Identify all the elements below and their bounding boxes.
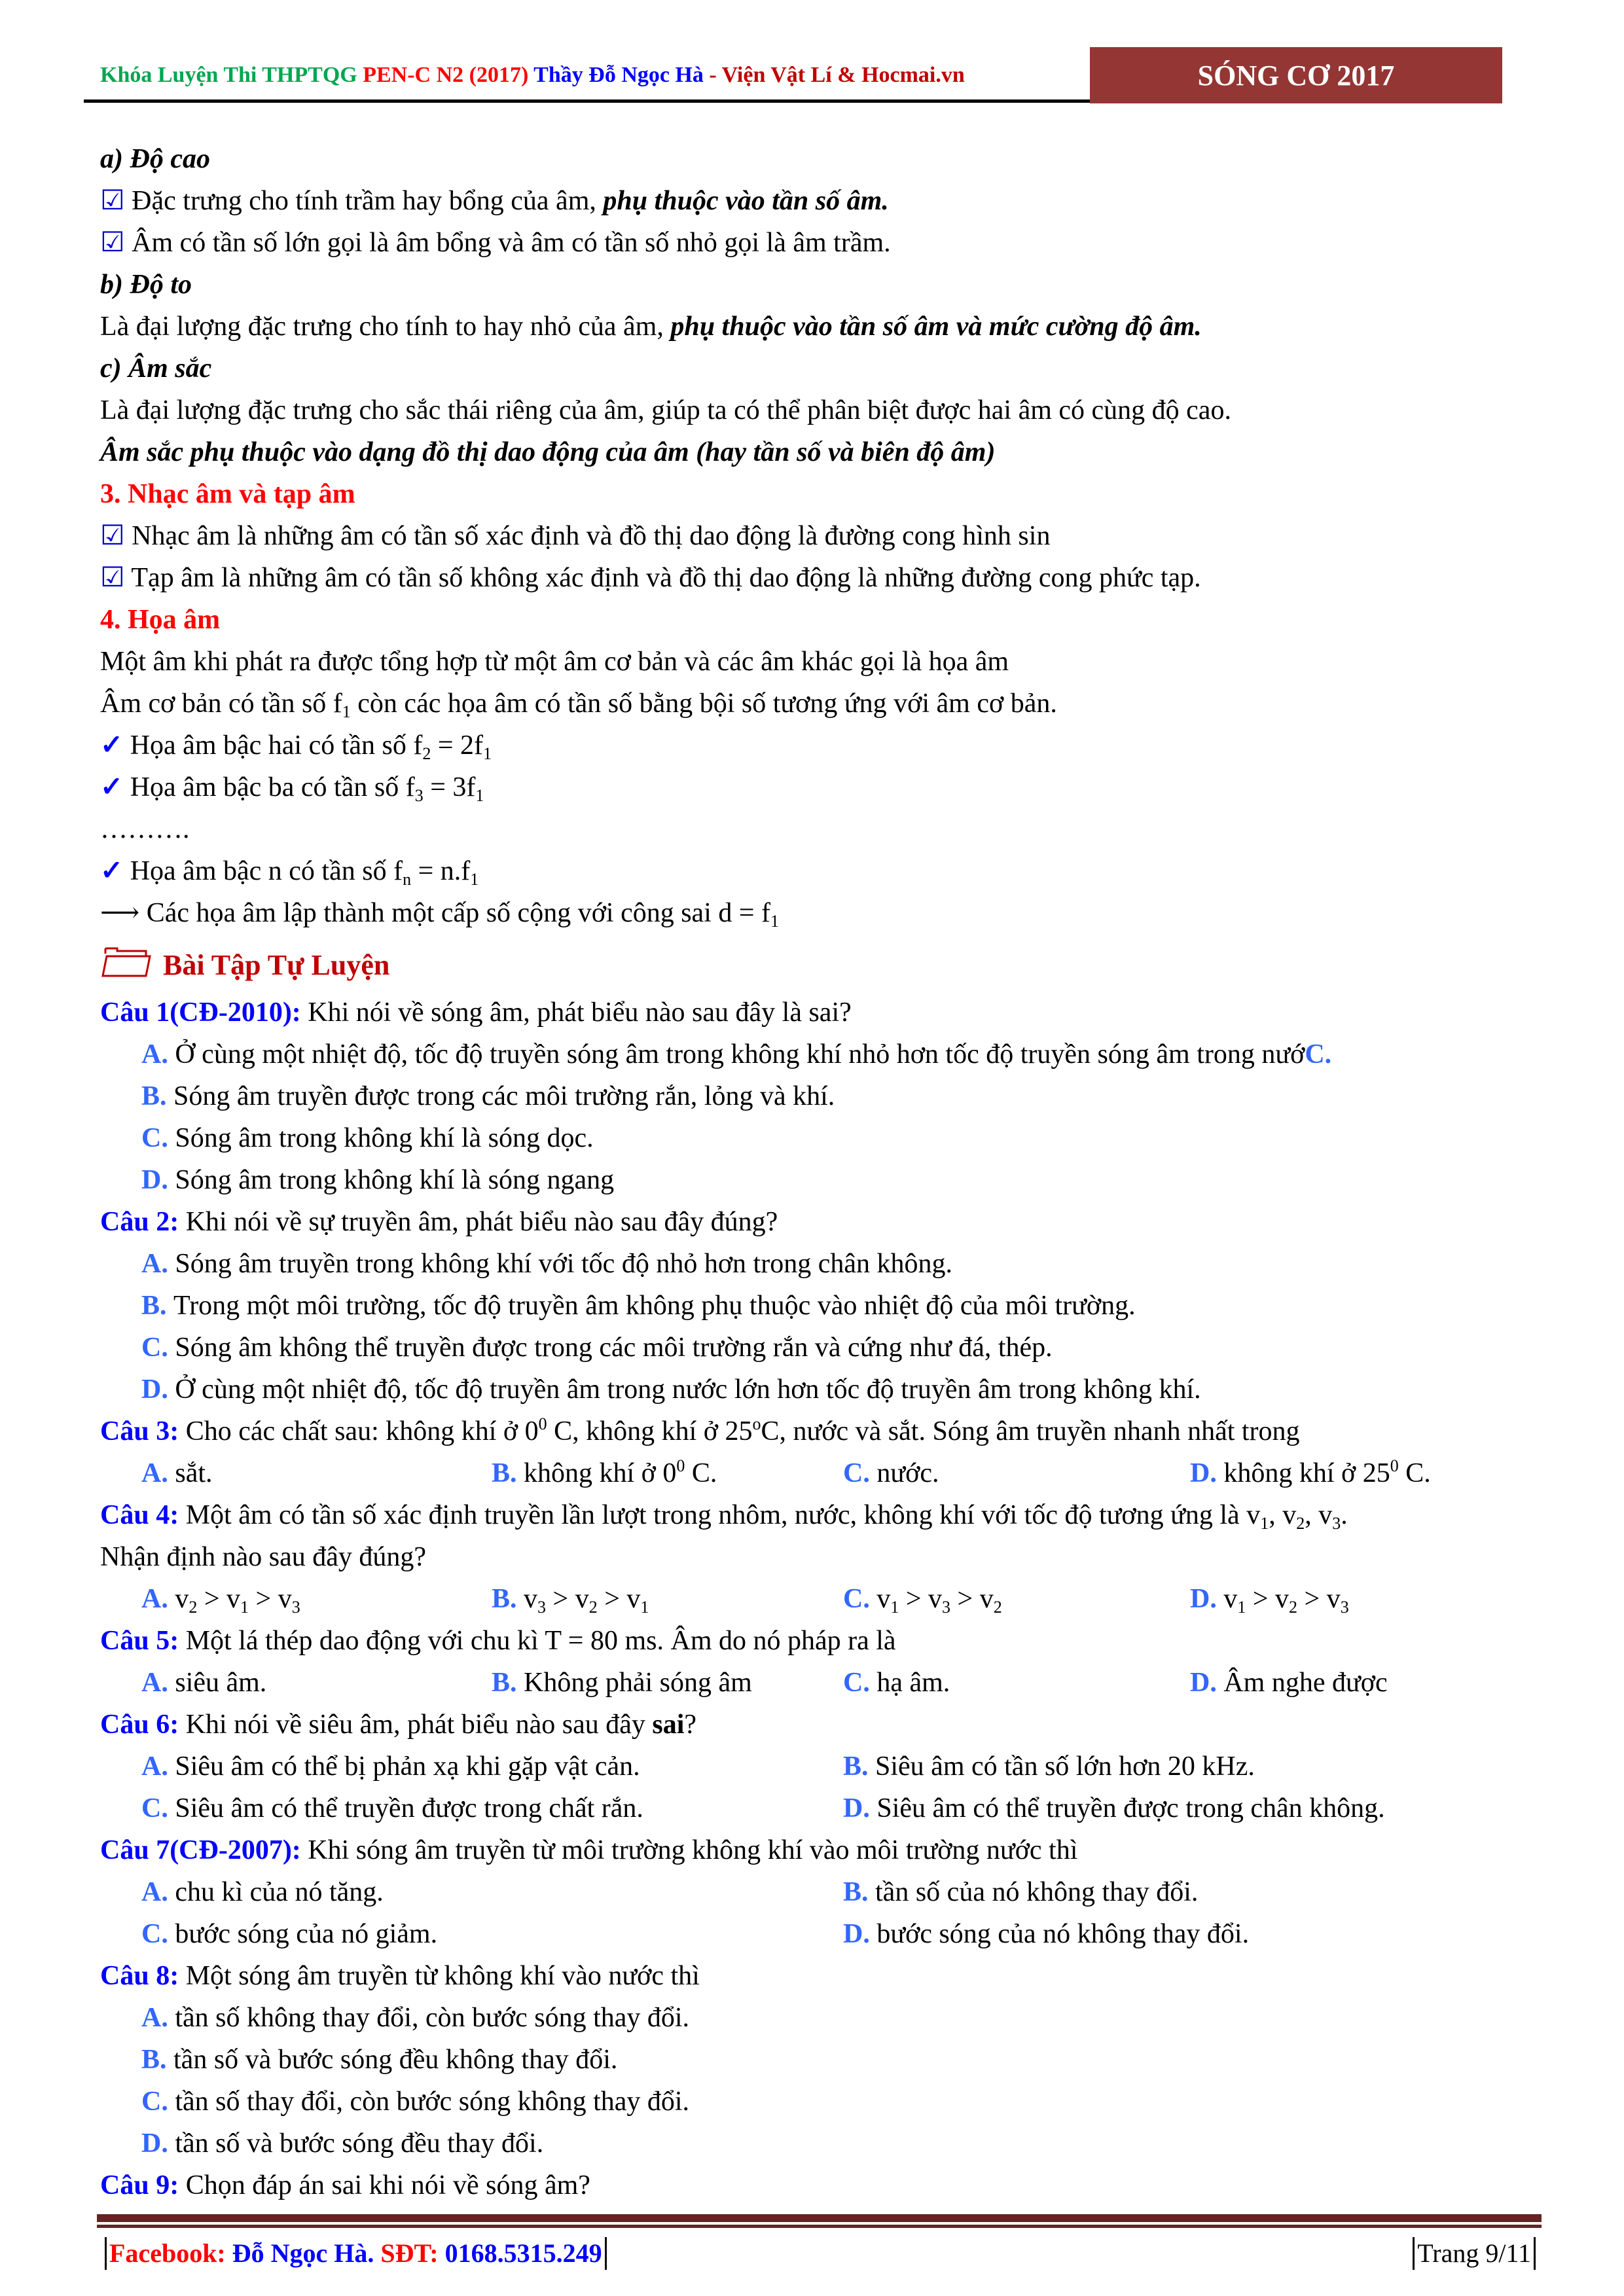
facebook-label: Facebook:: [109, 2238, 232, 2268]
text: .: [1341, 1500, 1348, 1530]
option-letter: C.: [843, 1668, 877, 1698]
subscript: 3: [942, 1598, 951, 1617]
text: tần số và bước sóng đều không thay đổi.: [173, 2045, 618, 2075]
text: Sóng âm trong không khí là sóng ngang: [175, 1165, 615, 1195]
option-letter: A.: [141, 1877, 175, 1907]
subscript: 2: [1289, 1598, 1298, 1617]
text-line: [0, 180, 1624, 222]
option-letter: A.: [141, 1584, 175, 1614]
emphasis-text: phụ thuộc vào tần số âm và mức cường độ âm.: [670, 312, 1202, 342]
text: tần số của nó không thay đổi.: [875, 1877, 1199, 1907]
text: ?: [684, 1710, 697, 1740]
text: Là đại lượng đặc trưng cho tính to hay nhỏ của âm,: [100, 312, 671, 342]
answer-option: [141, 1746, 640, 1787]
text-line: [0, 1829, 1624, 1871]
superscript: o: [752, 1414, 761, 1433]
emphasis-text: b) Độ to: [100, 270, 192, 300]
text: Âm nghe được: [1223, 1668, 1388, 1698]
text: v: [1223, 1584, 1238, 1614]
text-line: [0, 808, 1624, 850]
answer-options-row: [0, 1746, 1624, 1787]
text: = n.f: [411, 856, 471, 886]
text: Nhạc âm là những âm có tần số xác định và đồ thị dao động là đường cong hình sin: [132, 521, 1051, 551]
text-line: [0, 725, 1624, 766]
answer-options-row: [0, 1578, 1624, 1620]
text: Sóng âm truyền trong không khí với tốc độ nhỏ hơn trong chân không.: [175, 1249, 952, 1279]
answer-option: [843, 1871, 1198, 1913]
text: Sóng âm trong không khí là sóng dọc.: [175, 1123, 594, 1153]
footer-divider: [97, 2214, 1542, 2222]
answer-option: [0, 1285, 1624, 1327]
text-line: [0, 1410, 1624, 1452]
text-line: [0, 306, 1624, 348]
text: > v: [1297, 1584, 1341, 1614]
answer-option: [0, 2081, 1624, 2123]
header-title: [100, 63, 965, 88]
question-label: Câu 7(CĐ-2007):: [100, 1835, 308, 1865]
answer-option: [843, 1578, 1002, 1620]
text-line: [0, 892, 1624, 934]
institution: - Viện Vật Lí & Hocmai.vn: [709, 63, 965, 87]
question-label: Câu 9:: [100, 2170, 186, 2200]
emphasis-text: Âm sắc phụ thuộc vào dạng đồ thị dao động của âm (hay tần số và biên độ âm): [100, 437, 996, 467]
answer-option: [492, 1578, 649, 1620]
subscript: 2: [1296, 1514, 1305, 1533]
answer-option: [492, 1452, 717, 1494]
text-line: [0, 1494, 1624, 1536]
option-letter: D.: [141, 2128, 175, 2159]
text: > v: [197, 1584, 241, 1614]
option-letter: C.: [141, 1333, 175, 1363]
folder-icon: [100, 939, 151, 971]
subscript: 1: [1260, 1514, 1269, 1533]
text: hạ âm.: [876, 1668, 950, 1698]
text: v: [876, 1584, 891, 1614]
page-number: Trang 9/11: [1413, 2237, 1536, 2270]
option-letter: D.: [141, 1374, 175, 1405]
option-letter: C.: [141, 2087, 175, 2117]
option-letter: B.: [141, 1081, 174, 1111]
question-label: Câu 1(CĐ-2010):: [100, 997, 308, 1028]
answer-option: [0, 1159, 1624, 1201]
text: > v: [899, 1584, 943, 1614]
subscript: 1: [470, 870, 479, 889]
superscript: 0: [538, 1414, 547, 1433]
text: Họa âm bậc ba có tần số f: [130, 772, 415, 802]
text: bước sóng của nó giảm.: [175, 1919, 438, 1949]
checkmark-icon: ✓: [100, 772, 130, 802]
text: Tạp âm là những âm có tần số không xác định và đồ thị dao động là những đường cong phức tạp.: [131, 563, 1201, 593]
answer-options-row: [0, 1787, 1624, 1829]
option-letter: D.: [843, 1793, 877, 1823]
chapter-badge: SÓNG CƠ 2017: [1090, 47, 1502, 103]
subscript: 2: [189, 1598, 198, 1617]
text: tần số không thay đổi, còn bước sóng thay đổi.: [175, 2003, 690, 2033]
subscript: 1: [342, 702, 351, 721]
text: Chọn đáp án sai khi nói về sóng âm?: [185, 2170, 590, 2200]
answer-option: [843, 1452, 939, 1494]
text: Siêu âm có tần số lớn hơn 20 kHz.: [875, 1751, 1255, 1782]
text: > v: [1246, 1584, 1290, 1614]
option-letter: C.: [141, 1919, 175, 1949]
subscript: 1: [483, 744, 492, 763]
subscript: 1: [890, 1598, 899, 1617]
text-line: [0, 641, 1624, 683]
option-letter: D.: [1190, 1584, 1224, 1614]
text: không khí ở 25: [1223, 1458, 1390, 1488]
text-line: [0, 557, 1624, 599]
answer-option: [843, 1746, 1255, 1787]
emphasis-text: a) Độ cao: [100, 144, 210, 174]
text: tần số thay đổi, còn bước sóng không thay đổi.: [175, 2087, 690, 2117]
text: Cho các chất sau: không khí ở 0: [185, 1416, 539, 1446]
answer-option: [0, 1117, 1624, 1159]
emphasis-text: c) Âm sắc: [100, 353, 212, 384]
answer-options-row: [0, 1662, 1624, 1704]
text: Là đại lượng đặc trưng cho sắc thái riêng của âm, giúp ta có thể phân biệt được hai âm có cùng độ cao.: [100, 395, 1231, 425]
section-heading: 3. Nhạc âm và tạp âm: [100, 479, 355, 509]
text: , v: [1305, 1500, 1333, 1530]
answer-option: [141, 1913, 437, 1955]
document-body: [0, 138, 1624, 2206]
emphasis-text: phụ thuộc vào tần số âm.: [603, 186, 889, 216]
text: Một lá thép dao động với chu kì T = 80 ms. Âm do nó pháp ra là: [185, 1626, 896, 1656]
text: Khi nói về sóng âm, phát biểu nào sau đây là sai?: [308, 997, 852, 1028]
option-letter: A.: [141, 1751, 175, 1782]
text-line: [0, 348, 1624, 389]
text: chu kì của nó tăng.: [175, 1877, 384, 1907]
text: Âm có tần số lớn gọi là âm bổng và âm có tần số nhỏ gọi là âm trầm.: [132, 228, 891, 258]
option-letter: D.: [141, 1165, 175, 1195]
text: > v: [546, 1584, 589, 1614]
text-line: [0, 766, 1624, 808]
text: Họa âm bậc n có tần số f: [130, 856, 403, 886]
answer-option: [0, 1327, 1624, 1369]
text: Ở cùng một nhiệt độ, tốc độ truyền sóng âm trong không khí nhỏ hơn tốc độ truyền sóng âm trong nướ: [175, 1039, 1305, 1069]
footer-divider-thin: [97, 2225, 1542, 2228]
text: v: [524, 1584, 538, 1614]
answer-option: [141, 1787, 643, 1829]
text: Khi nói về siêu âm, phát biểu nào sau đây: [185, 1710, 653, 1740]
option-letter: D.: [1190, 1668, 1224, 1698]
text-line: [0, 431, 1624, 473]
text: Siêu âm có thể truyền được trong chất rắn.: [175, 1793, 643, 1823]
text: Sóng âm không thể truyền được trong các môi trường rắn và cứng như đá, thép.: [175, 1333, 1053, 1363]
text: Không phải sóng âm: [524, 1668, 752, 1698]
option-letter: A.: [141, 1458, 175, 1488]
text-line: [0, 264, 1624, 306]
text: Một âm khi phát ra được tổng hợp từ một âm cơ bản và các âm khác gọi là họa âm: [100, 647, 1009, 677]
text: C.: [1398, 1458, 1431, 1488]
text: bước sóng của nó không thay đổi.: [876, 1919, 1250, 1949]
header-divider: [84, 99, 1090, 103]
text: Trong một môi trường, tốc độ truyền âm không phụ thuộc vào nhiệt độ của môi trường.: [173, 1291, 1136, 1321]
text-line: [0, 473, 1624, 515]
subscript: 2: [588, 1598, 598, 1617]
text: Khi nói về sự truyền âm, phát biểu nào sau đây đúng?: [185, 1207, 778, 1237]
text-line: [0, 222, 1624, 264]
text-line: [0, 389, 1624, 431]
option-letter: B.: [141, 1291, 174, 1321]
text-line: [0, 2164, 1624, 2206]
answer-option: [843, 1787, 1385, 1829]
option-letter: B.: [492, 1668, 524, 1698]
course-code: PEN-C N2 (2017): [363, 63, 529, 87]
option-letter: C.: [1305, 1039, 1332, 1069]
course-name: Khóa Luyện Thi THPTQG: [100, 63, 363, 87]
question-label: Câu 6:: [100, 1710, 186, 1740]
question-label: Câu 5:: [100, 1626, 186, 1656]
subscript: n: [403, 870, 412, 889]
text-line: [0, 1704, 1624, 1746]
answer-option: [492, 1662, 752, 1704]
subscript: 3: [414, 786, 424, 805]
exercise-section-title: [0, 934, 1624, 992]
option-letter: D.: [843, 1919, 877, 1949]
text: > v: [249, 1584, 292, 1614]
checkbox-icon: ☑: [100, 228, 132, 258]
phone-label: SĐT:: [380, 2238, 445, 2268]
option-letter: A.: [141, 1039, 175, 1069]
subscript: 2: [993, 1598, 1002, 1617]
checkbox-icon: ☑: [100, 563, 132, 593]
answer-options-row: [0, 1913, 1624, 1955]
superscript: 0: [1390, 1456, 1399, 1475]
text: không khí ở 0: [524, 1458, 677, 1488]
superscript: 0: [676, 1456, 685, 1475]
subscript: 1: [1237, 1598, 1246, 1617]
subscript: 2: [422, 744, 431, 763]
checkmark-icon: ✓: [100, 730, 130, 761]
text: v: [175, 1584, 189, 1614]
checkbox-icon: ☑: [100, 186, 132, 216]
subscript: 3: [1340, 1598, 1349, 1617]
option-letter: C.: [843, 1584, 877, 1614]
text: = 2f: [431, 730, 484, 761]
subscript: 1: [640, 1598, 649, 1617]
subscript: 3: [1332, 1514, 1341, 1533]
answer-option: [1190, 1578, 1349, 1620]
text: C, không khí ở 25: [547, 1416, 753, 1446]
exercise-heading: Bài Tập Tự Luyện: [163, 949, 390, 981]
text: , v: [1269, 1500, 1297, 1530]
text-line: [0, 515, 1624, 557]
text: nước.: [876, 1458, 939, 1488]
option-letter: A.: [141, 1668, 175, 1698]
text-line: [0, 1620, 1624, 1662]
text: Âm cơ bản có tần số f: [100, 689, 342, 719]
subscript: 3: [537, 1598, 547, 1617]
answer-option: [141, 1871, 384, 1913]
subscript: 1: [770, 912, 780, 931]
text: C, nước và sắt. Sóng âm truyền nhanh nhất trong: [761, 1416, 1300, 1446]
question-label: Câu 4:: [100, 1500, 186, 1530]
option-letter: B.: [492, 1584, 524, 1614]
text: = 3f: [423, 772, 476, 802]
text-line: [0, 1955, 1624, 1997]
text-line: [0, 599, 1624, 641]
answer-option: [1190, 1452, 1431, 1494]
option-letter: B.: [141, 2045, 174, 2075]
text: Một sóng âm truyền từ không khí vào nước thì: [185, 1961, 700, 1991]
text: Nhận định nào sau đây đúng?: [100, 1542, 427, 1572]
text: ……….: [100, 814, 190, 844]
text: tần số và bước sóng đều thay đổi.: [175, 2128, 544, 2159]
text: Ở cùng một nhiệt độ, tốc độ truyền âm trong nước lớn hơn tốc độ truyền âm trong không khí.: [175, 1374, 1201, 1405]
answer-option: [0, 1243, 1624, 1285]
text: Một âm có tần số xác định truyền lần lượt trong nhôm, nước, không khí với tốc độ tương ứng là v: [185, 1500, 1261, 1530]
option-letter: A.: [141, 1249, 175, 1279]
answer-option: [843, 1662, 950, 1704]
text: Khi sóng âm truyền từ môi trường không khí vào môi trường nước thì: [308, 1835, 1078, 1865]
question-label: Câu 3:: [100, 1416, 186, 1446]
checkmark-icon: ✓: [100, 856, 130, 886]
answer-option: [0, 2039, 1624, 2081]
section-heading: 4. Họa âm: [100, 605, 221, 635]
bold-text: sai: [652, 1710, 685, 1740]
option-letter: A.: [141, 2003, 175, 2033]
answer-option: [0, 1997, 1624, 2039]
text-line: [0, 1201, 1624, 1243]
text: C.: [685, 1458, 717, 1488]
text: Đặc trưng cho tính trầm hay bổng của âm,: [132, 186, 604, 216]
subscript: 1: [240, 1598, 249, 1617]
question-label: Câu 2:: [100, 1207, 186, 1237]
checkbox-icon: ☑: [100, 521, 132, 551]
answer-option: [1190, 1662, 1388, 1704]
text: > v: [950, 1584, 994, 1614]
answer-option: [0, 1075, 1624, 1117]
option-letter: D.: [1190, 1458, 1224, 1488]
option-letter: B.: [843, 1877, 876, 1907]
subscript: 1: [475, 786, 484, 805]
text: Siêu âm có thể bị phản xạ khi gặp vật cản.: [175, 1751, 640, 1782]
subscript: 3: [291, 1598, 300, 1617]
text-line: [0, 683, 1624, 725]
answer-option: [0, 1369, 1624, 1410]
text: Sóng âm truyền được trong các môi trường rắn, lỏng và khí.: [173, 1081, 835, 1111]
text: > v: [597, 1584, 641, 1614]
question-label: Câu 8:: [100, 1961, 186, 1991]
text: còn các họa âm có tần số bằng bội số tương ứng với âm cơ bản.: [350, 689, 1057, 719]
text-line: [0, 138, 1624, 180]
text: Họa âm bậc hai có tần số f: [130, 730, 423, 761]
option-letter: B.: [492, 1458, 524, 1488]
answer-option: [843, 1913, 1249, 1955]
option-letter: B.: [843, 1751, 876, 1782]
footer-contact: [105, 2237, 607, 2270]
answer-option: [0, 2123, 1624, 2164]
text: ⟶ Các họa âm lập thành một cấp số cộng với công sai d = f: [100, 898, 771, 928]
phone-number: 0168.5315.249: [444, 2238, 602, 2268]
facebook-name: Đỗ Ngọc Hà.: [232, 2238, 381, 2268]
text: Siêu âm có thể truyền được trong chân không.: [876, 1793, 1385, 1823]
option-letter: C.: [141, 1123, 175, 1153]
answer-option: [141, 1578, 300, 1620]
teacher-name: Thầy Đỗ Ngọc Hà: [528, 63, 710, 87]
text-line: [0, 850, 1624, 892]
text: sắt.: [175, 1458, 213, 1488]
answer-options-row: [0, 1452, 1624, 1494]
option-letter: C.: [843, 1458, 877, 1488]
answer-option: [141, 1452, 213, 1494]
text-line: [0, 1536, 1624, 1578]
option-letter: C.: [141, 1793, 175, 1823]
answer-option: [0, 1033, 1624, 1075]
answer-options-row: [0, 1871, 1624, 1913]
text: siêu âm.: [175, 1668, 267, 1698]
text-line: [0, 992, 1624, 1033]
answer-option: [141, 1662, 266, 1704]
